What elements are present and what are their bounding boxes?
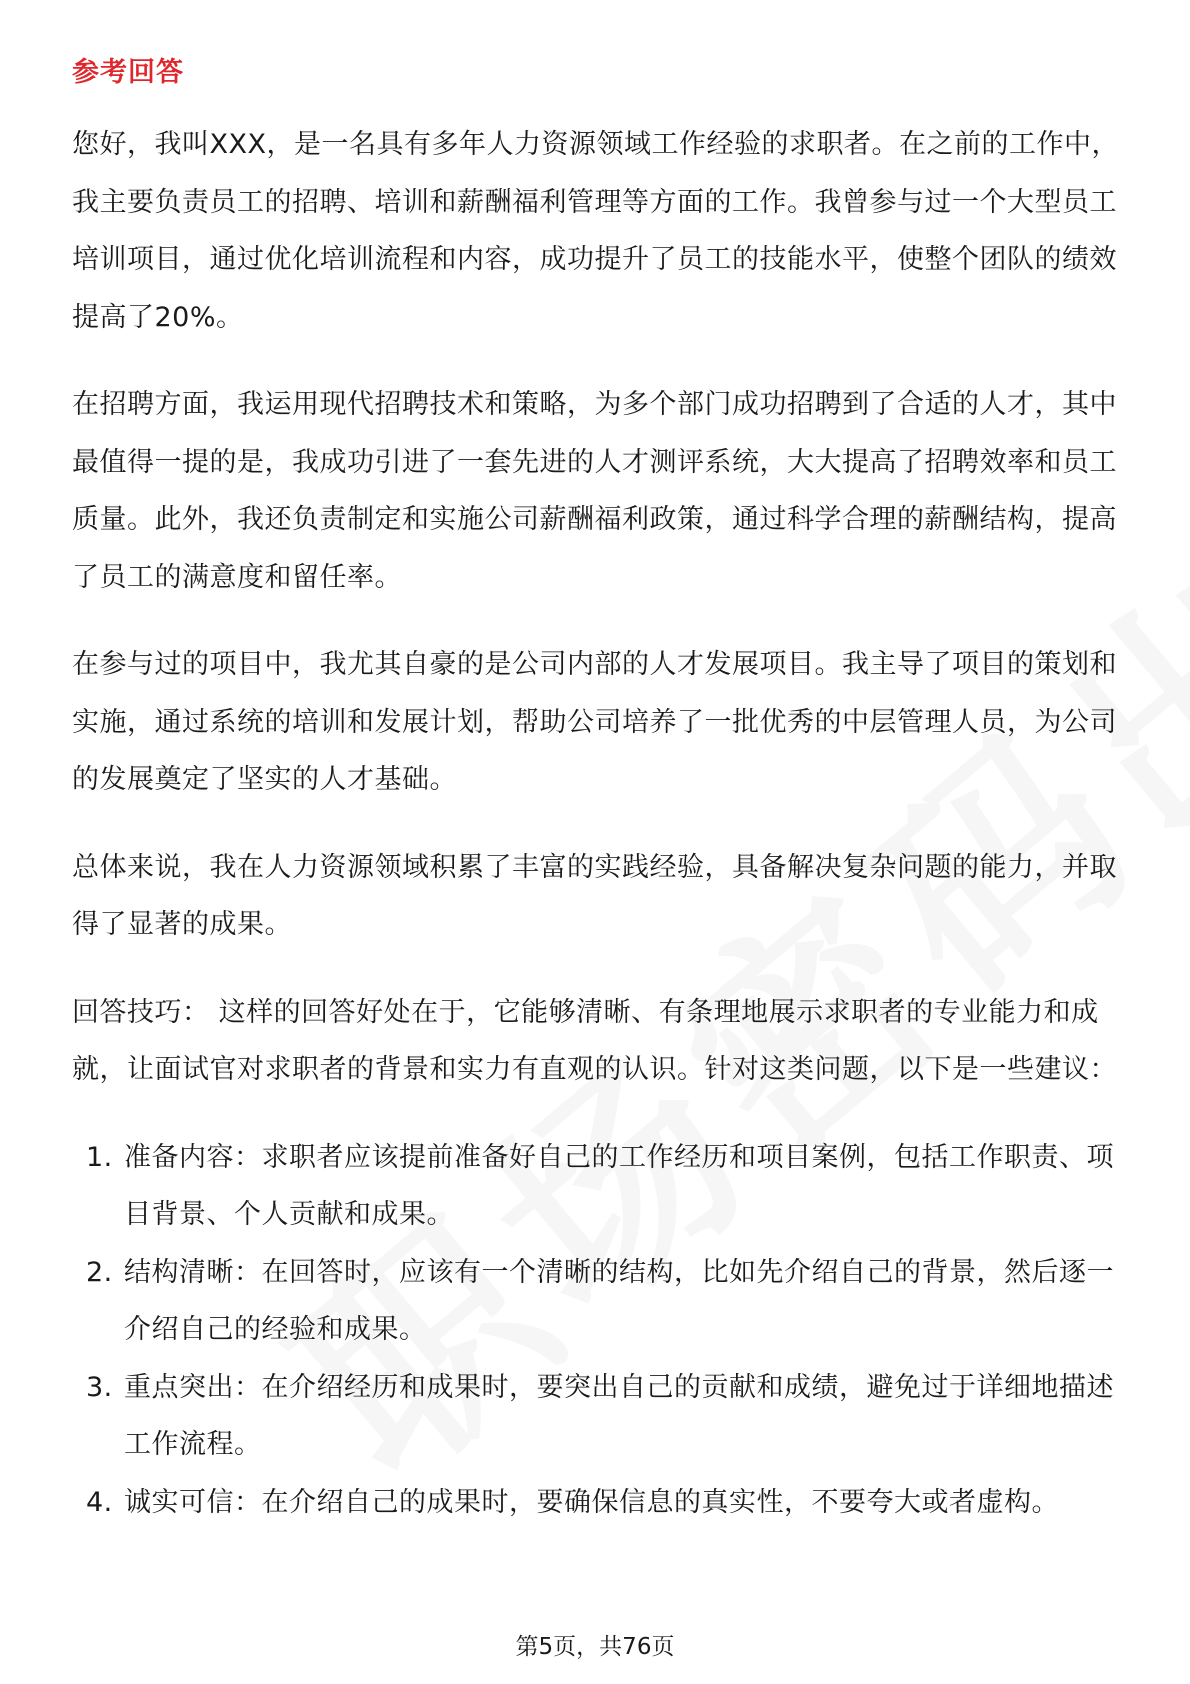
page-footer: 第5页，共76页 xyxy=(515,1634,675,1660)
list-item xyxy=(72,1244,1132,1359)
paragraph: 总体来说，我在人力资源领域积累了丰富的实践经验，具备解决复杂问题的能力，并取得了显著的成果。 xyxy=(72,851,1117,940)
list-item-number: 3. xyxy=(86,1371,113,1403)
list-item-text: 结构清晰：在回答时，应该有一个清晰的结构，比如先介绍自己的背景，然后逐一介绍自己的经验和成果。 xyxy=(124,1256,1114,1345)
paragraph: 在招聘方面，我运用现代招聘技术和策略，为多个部门成功招聘到了合适的人才，其中最值得一提的是，我成功引进了一套先进的人才测评系统，大大提高了招聘效率和员工质量。此外，我还负责制定和实施公司薪酬福利政策，通过科学合理的薪酬结构，提高了员工的满意度和留任率。 xyxy=(72,389,1117,593)
list-item-text: 准备内容：求职者应该提前准备好自己的工作经历和项目案例，包括工作职责、项目背景、个人贡献和成果。 xyxy=(124,1141,1114,1230)
list-item xyxy=(72,1129,1132,1244)
list-item xyxy=(72,1359,1132,1474)
paragraph: 您好，我叫XXX，是一名具有多年人力资源领域工作经验的求职者。在之前的工作中，我主要负责员工的招聘、培训和薪酬福利管理等方面的工作。我曾参与过一个大型员工培训项目，通过优化培训流程和内容，成功提升了员工的技能水平，使整个团队的绩效提高了20%。 xyxy=(72,129,1119,333)
list-item-number: 2. xyxy=(86,1256,113,1288)
section-title: 参考回答 xyxy=(72,57,184,88)
tips-list xyxy=(72,1129,1132,1532)
list-item xyxy=(72,1474,1132,1532)
list-item-number: 4. xyxy=(86,1486,113,1518)
list-item-text: 重点突出：在介绍经历和成果时，要突出自己的贡献和成绩，避免过于详细地描述工作流程。 xyxy=(124,1371,1114,1460)
list-item-text: 诚实可信：在介绍自己的成果时，要确保信息的真实性，不要夸大或者虚构。 xyxy=(124,1486,1059,1518)
paragraph: 回答技巧： 这样的回答好处在于，它能够清晰、有条理地展示求职者的专业能力和成就，让面试官对求职者的背景和实力有直观的认识。针对这类问题，以下是一些建议： xyxy=(72,996,1117,1085)
document-body xyxy=(72,116,1132,1531)
list-item-number: 1. xyxy=(86,1141,113,1173)
paragraph: 在参与过的项目中，我尤其自豪的是公司内部的人才发展项目。我主导了项目的策划和实施，通过系统的培训和发展计划，帮助公司培养了一批优秀的中层管理人员，为公司的发展奠定了坚实的人才基础。 xyxy=(72,649,1117,795)
